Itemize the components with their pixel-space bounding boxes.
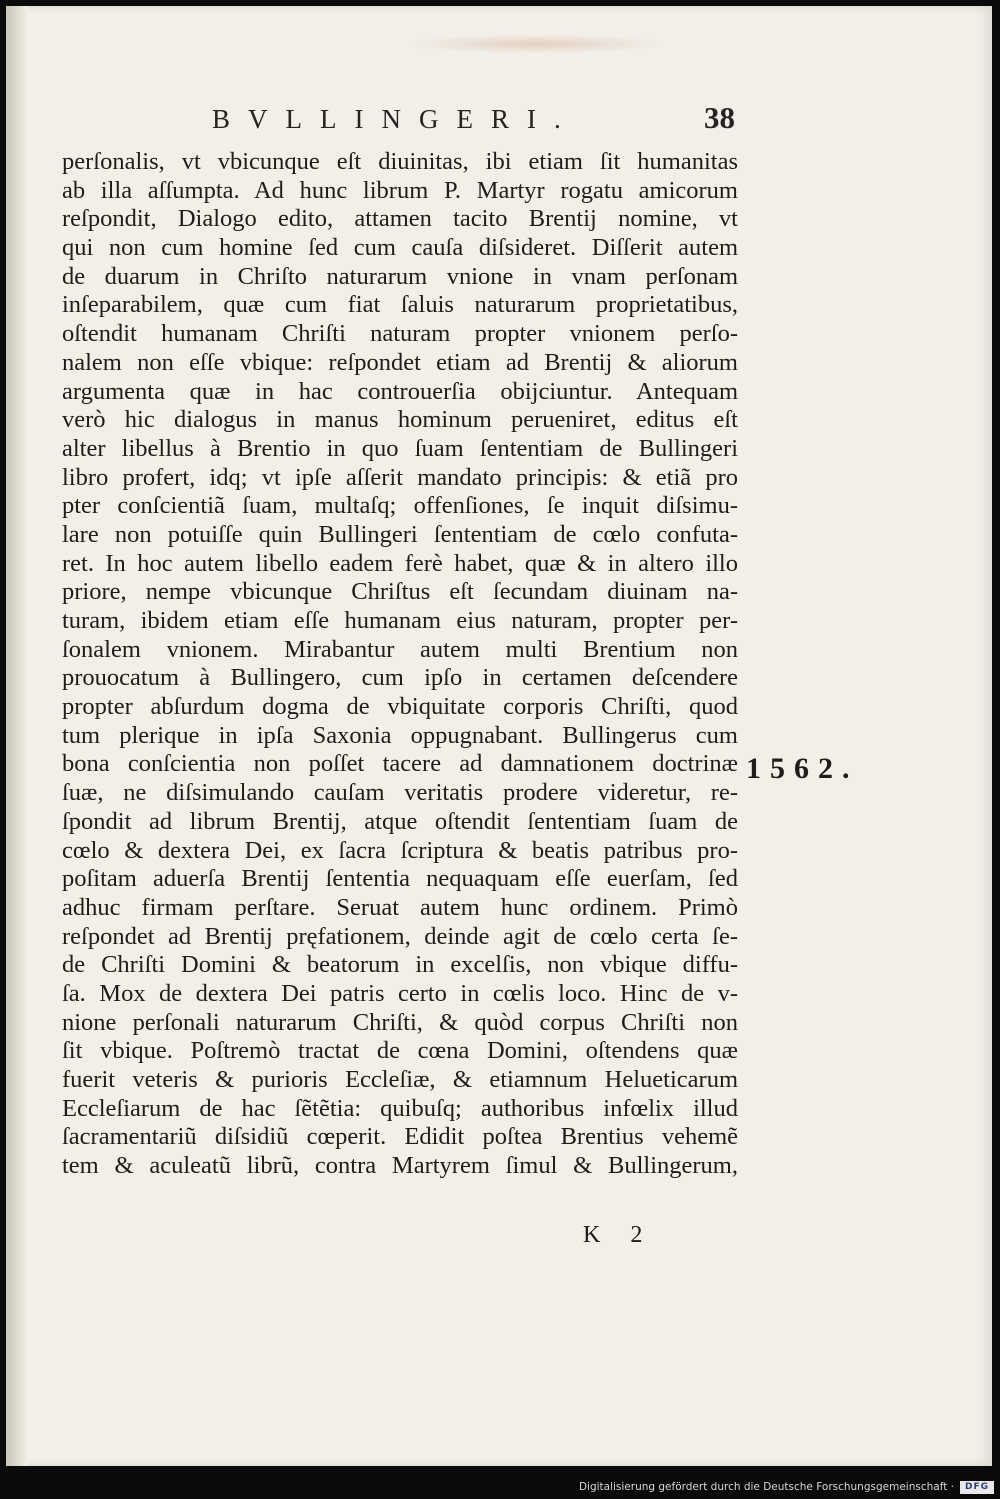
text-line: ſpondit ad librum Brentij, atque oſtendit ſententiam ſuam de [62, 807, 738, 835]
text-line: poſitam aduerſa Brentij ſententia nequaquam eſſe euerſam, ſed [62, 865, 738, 893]
text-line: ſonalem vnionem. Mirabantur autem multi Brentium non [62, 635, 738, 663]
text-line: ſa. Mox de dextera Dei patris certo in cœlis loco. Hinc de v- [62, 979, 738, 1007]
paper-stain [406, 34, 666, 54]
margin-year-note: 1562. [746, 752, 859, 785]
text-line: adhuc firmam perſtare. Seruat autem hunc ordinem. Primò [62, 893, 738, 921]
text-line: verò hic dialogus in manus hominum perueniret, editus eſt [62, 406, 738, 434]
text-line: bona conſcientia non poſſet tacere ad damnationem doctrinæ [62, 750, 738, 778]
text-line: ſit vbique. Poſtremò tractat de cœna Domini, oſtendens quæ [62, 1037, 738, 1065]
text-line: prouocatum à Bullingero, cum ipſo in certamen deſcendere [62, 664, 738, 692]
text-line: ſuæ, ne diſsimulando cauſam veritatis prodere videretur, re- [62, 779, 738, 807]
text-line: inſeparabilem, quæ cum fiat ſaluis naturarum proprietatibus, [62, 291, 738, 319]
running-head-title: BVLLINGERI. [212, 104, 579, 134]
text-line: tem & aculeatũ librũ, contra Martyrem ſimul & Bullingerum, [62, 1152, 738, 1180]
text-line: reſpondet ad Brentij pręfationem, deinde agit de cœlo certa ſe- [62, 922, 738, 950]
text-line: qui non cum homine ſed cum cauſa diſsideret. Diſſerit autem [62, 234, 738, 262]
text-line: tum plerique in ipſa Saxonia oppugnabant. Bullingerus cum [62, 721, 738, 749]
text-line: priore, nempe vbicunque Chriſtus eſt ſecundam diuinam na- [62, 578, 738, 606]
folio-number: 38 [704, 100, 735, 135]
dfg-logo: DFG [960, 1481, 994, 1494]
funding-credit: Digitalisierung gefördert durch die Deutsche Forschungsgemeinschaft · [578, 1481, 954, 1493]
text-line: pter conſcientiã ſuam, multaſq; offenſiones, ſe inquit diſsimu- [62, 492, 738, 520]
text-line: ab illa aſſumpta. Ad hunc librum P. Martyr rogatu amicorum [62, 176, 738, 204]
text-line: oſtendit humanam Chriſti naturam propter vnionem perſo- [62, 320, 738, 348]
text-line: de Chriſti Domini & beatorum in excelſis, non vbique diffu- [62, 951, 738, 979]
text-line: nione perſonali naturarum Chriſti, & quòd corpus Chriſti non [62, 1008, 738, 1036]
text-line: cœlo & dextera Dei, ex ſacra ſcriptura & beatis patribus pro- [62, 836, 738, 864]
book-page [6, 6, 992, 1466]
text-line: fuerit veteris & purioris Eccleſiæ, & etiamnum Helueticarum [62, 1066, 738, 1093]
text-line: de duarum in Chriſto naturarum vnione in vnam perſonam [62, 262, 738, 290]
body-text [62, 148, 738, 1181]
text-line: libro profert, idq; vt ipſe aſſerit mandato principis: & etiã pro [62, 463, 738, 491]
signature-mark: K 2 [583, 1222, 655, 1248]
text-line: ſacramentariũ diſsidiũ cœperit. Edidit poſtea Brentius vehemẽ [62, 1123, 738, 1151]
text-line: alter libellus à Brentio in quo ſuam ſententiam de Bullingeri [62, 434, 738, 462]
text-line: reſpondit, Dialogo edito, attamen tacito Brentij nomine, vt [62, 205, 738, 233]
text-line: Eccleſiarum de hac ſẽtẽtia: quibuſq; authoribus infœlix illud [62, 1094, 738, 1122]
text-line: turam, ibidem etiam eſſe humanam eius naturam, propter per- [62, 607, 738, 634]
text-line: argumenta quæ in hac controuerſia obijciuntur. Antequam [62, 377, 738, 405]
text-line: propter abſurdum dogma de vbiquitate corporis Chriſti, quod [62, 693, 738, 721]
digitization-footer [0, 1472, 1000, 1499]
page-gutter-shadow [6, 6, 28, 1466]
text-line: nalem non eſſe vbique: reſpondet etiam ad Brentij & aliorum [62, 348, 738, 376]
text-line: ret. In hoc autem libello eadem ferè habet, quæ & in altero illo [62, 549, 738, 577]
text-line: perſonalis, vt vbicunque eſt diuinitas, ibi etiam ſit humanitas [62, 148, 738, 175]
text-line: lare non potuiſſe quin Bullingeri ſententiam de cœlo confuta- [62, 520, 738, 548]
